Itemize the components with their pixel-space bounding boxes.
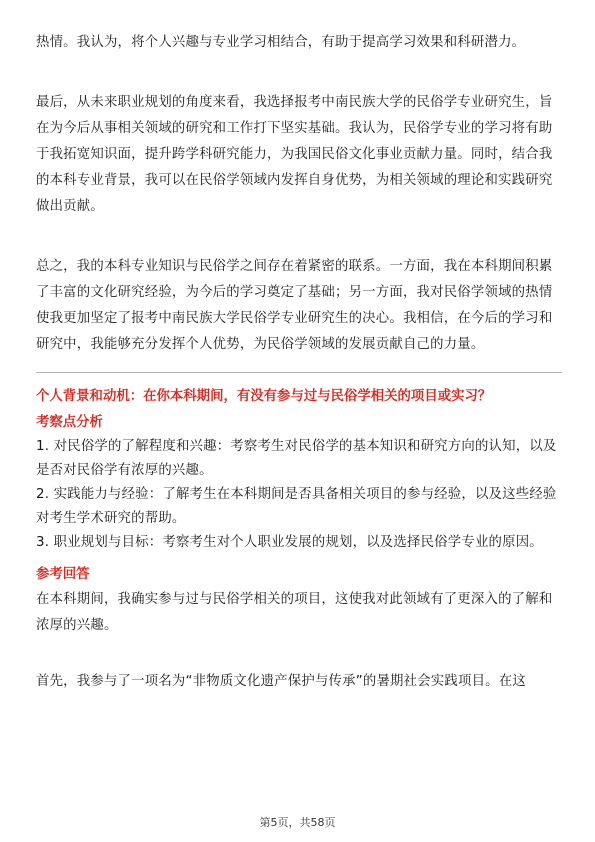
question-title: 个人背景和动机：在你本科期间，有没有参与过与民俗学相关的项目或实习？ [36, 389, 492, 404]
answer-heading: 参考回答 [36, 567, 90, 582]
analysis-item: 1. 对民俗学的了解程度和兴趣：考察考生对民俗学的基本知识和研究方向的认知，以及是否对民俗学有浓厚的兴趣。 [36, 439, 557, 478]
analysis-heading: 考察点分析 [36, 415, 103, 430]
analysis-item: 2. 实践能力与经验：了解考生在本科期间是否具备相关项目的参与经验，以及这些经验对考生学术研究的帮助。 [36, 487, 557, 526]
paragraph: 热情。我认为，将个人兴趣与专业学习相结合，有助于提高学习效果和科研潜力。 [36, 35, 526, 50]
page-content [36, 30, 562, 695]
analysis-list [36, 435, 562, 555]
paragraph: 最后，从未来职业规划的角度来看，我选择报考中南民族大学的民俗学专业研究生，旨在为今后从事相关领域的研究和工作打下坚实基础。我认为，民俗学专业的学习将有助于我拓宽知识面，提升跨学科研究能力，为我国民俗文化事业贡献力量。同时，结合我的本科专业背景，我可以在民俗学领域内发挥自身优势，为相关领域的理论和实践研究做出贡献。 [36, 95, 553, 214]
section-divider [36, 372, 562, 373]
answer-paragraph: 在本科期间，我确实参与过与民俗学相关的项目，这使我对此领域有了更深入的了解和浓厚的兴趣。 [36, 592, 553, 633]
answer-paragraph: 首先，我参与了一项名为“非物质文化遗产保护与传承”的暑期社会实践项目。在这 [36, 674, 526, 689]
analysis-item: 3. 职业规划与目标：考察考生对个人职业发展的规划，以及选择民俗学专业的原因。 [36, 535, 543, 550]
page-number-footer: 第5页，共58页 [259, 816, 336, 829]
paragraph: 总之，我的本科专业知识与民俗学之间存在着紧密的联系。一方面，我在本科期间积累了丰富的文化研究经验，为今后的学习奠定了基础；另一方面，我对民俗学领域的热情使我更加坚定了报考中南民族大学民俗学专业研究生的决心。我相信，在今后的学习和研究中，我能够充分发挥个人优势，为民俗学领域的发展贡献自己的力量。 [36, 259, 553, 352]
